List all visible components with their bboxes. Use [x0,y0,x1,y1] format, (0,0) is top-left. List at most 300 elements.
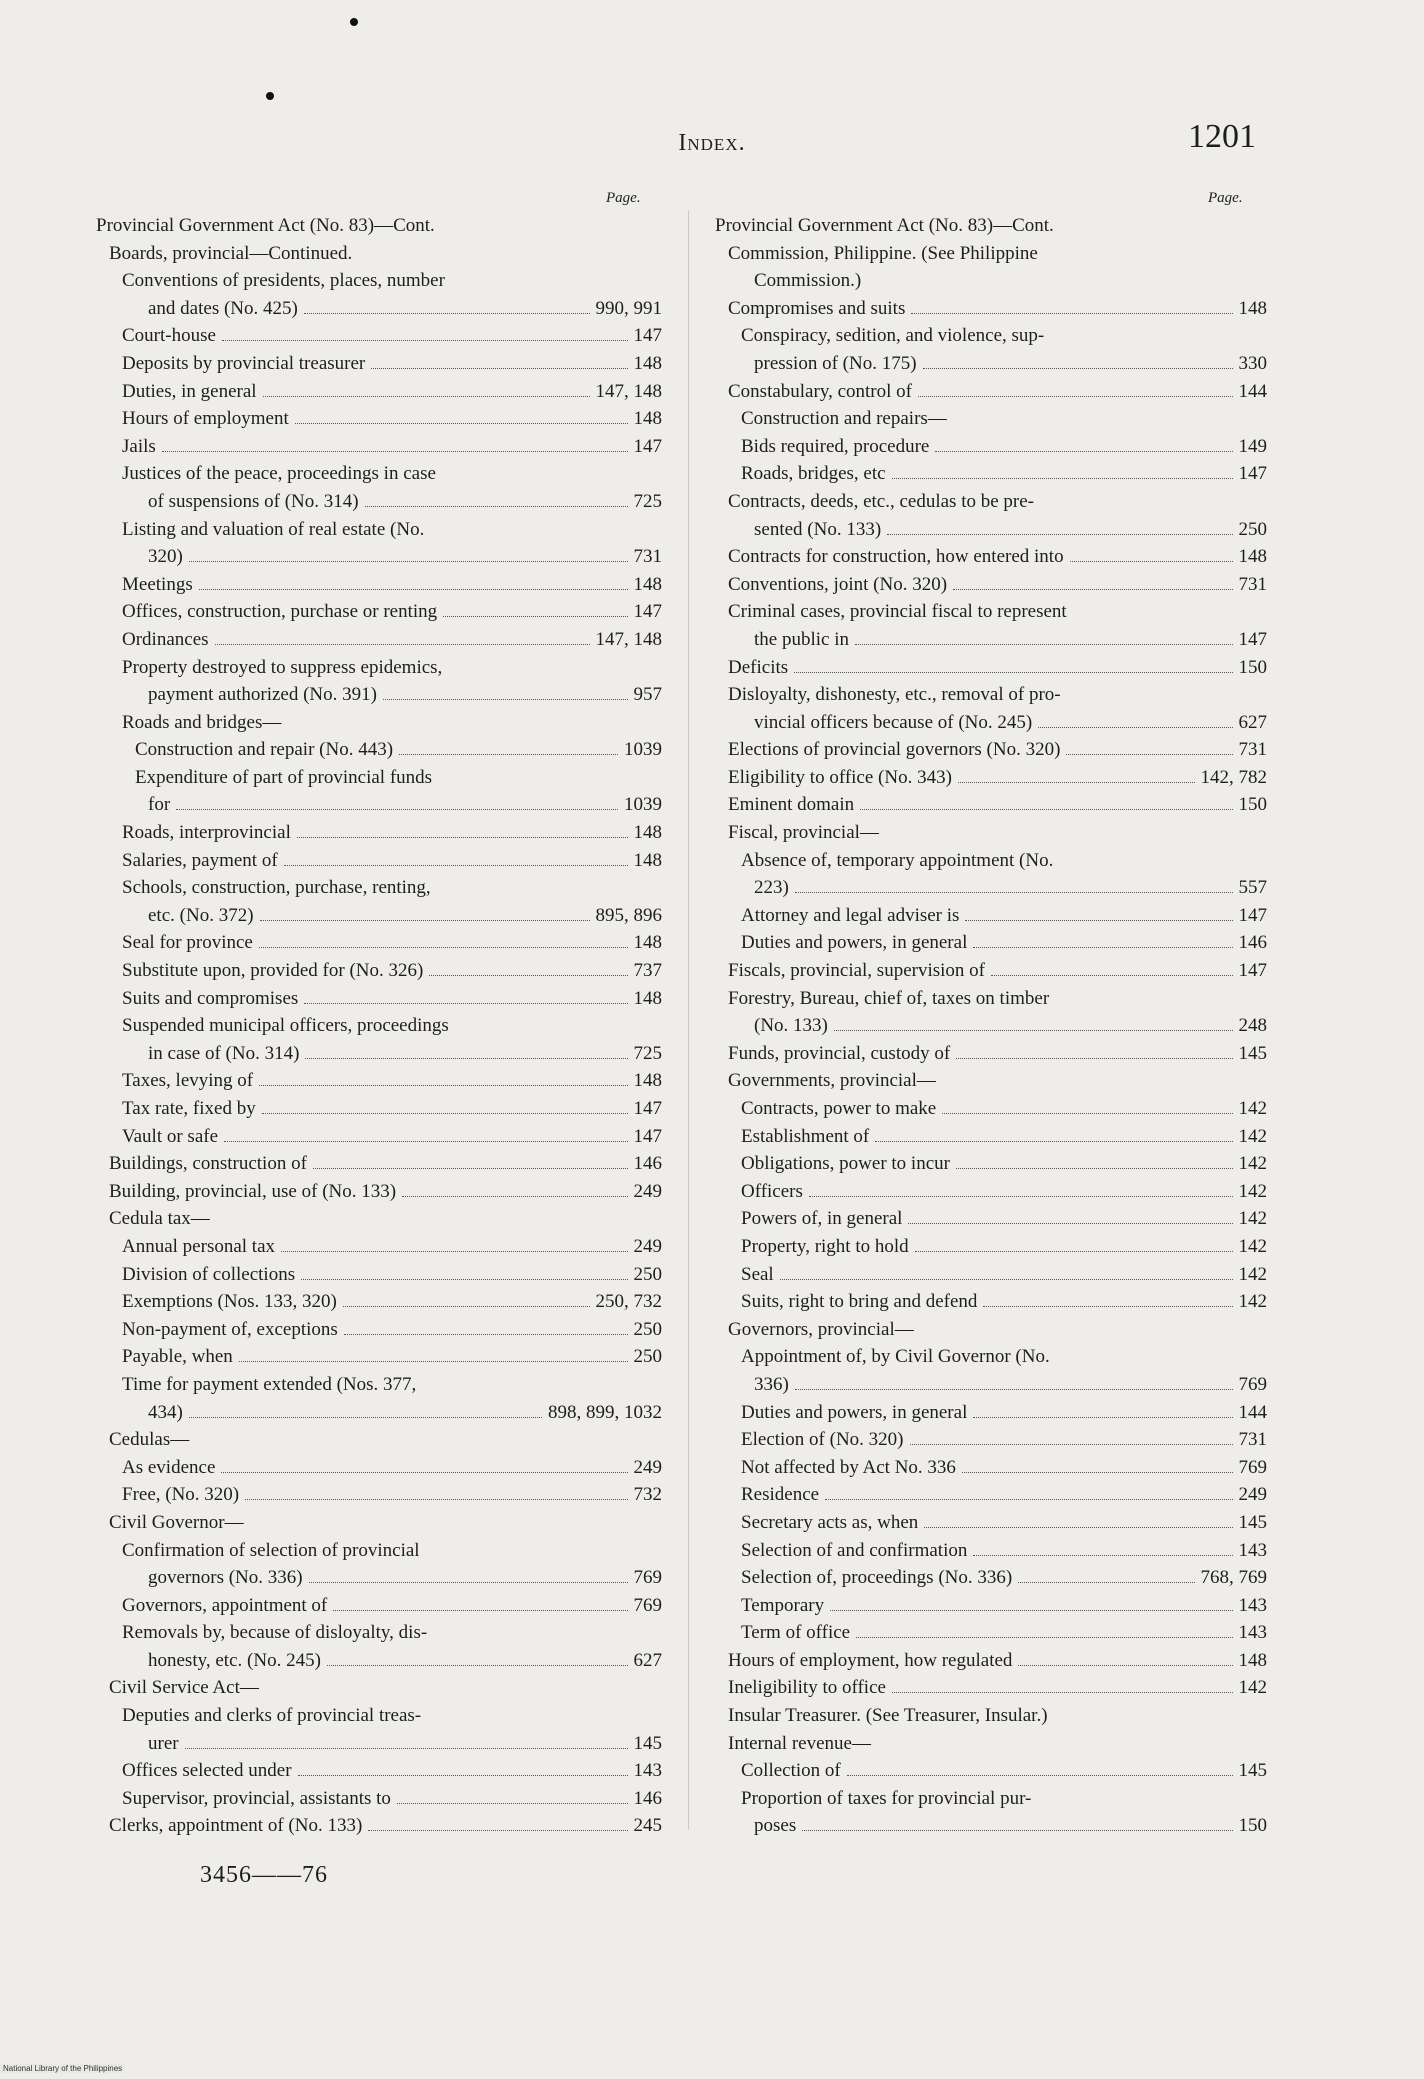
index-entry-page: 142 [1238,1677,1267,1699]
index-entry-text: Substitute upon, provided for (No. 326) [122,960,424,982]
dot-leader [344,1334,628,1335]
index-entry-text: Duties and powers, in general [741,932,968,954]
index-entry-text: Property destroyed to suppress epidemics, [122,656,443,678]
index-entry-page: 148 [633,987,662,1009]
index-entry-text: Seal for province [122,932,253,954]
index-entry-text: Elections of provincial governors (No. 320) [728,739,1061,761]
index-entry-page: 149 [1238,435,1267,457]
index-entry-text: Property, right to hold [741,1235,909,1257]
index-entry-text: Salaries, payment of [122,849,278,871]
index-entry-text: Payable, when [122,1346,233,1368]
index-entry-text: Attorney and legal adviser is [741,904,960,926]
index-entry [715,1205,1267,1233]
index-entry-text: Provincial Government Act (No. 83)—Cont. [96,215,435,236]
dot-leader [222,340,628,341]
index-entry-page: 147 [1238,904,1267,926]
index-entry-page: 249 [633,1456,662,1478]
index-entry [96,488,662,516]
index-entry-text: vincial officers because of (No. 245) [754,711,1033,733]
index-entry [96,791,662,819]
index-entry-text: Absence of, temporary appointment (No. [741,849,1054,871]
dot-leader [809,1196,1233,1197]
index-entry-text: Hours of employment, how regulated [728,1649,1013,1671]
index-entry-page: 769 [1238,1373,1267,1395]
index-entry [96,626,662,654]
dot-leader [892,478,1233,479]
index-entry [715,1067,1267,1095]
index-entry [96,985,662,1013]
index-entry [715,764,1267,792]
index-entry-page: 147 [1238,960,1267,982]
index-entry-text: Eminent domain [728,794,855,816]
dot-leader [973,1417,1232,1418]
index-entry-page: 250 [633,1346,662,1368]
dot-leader [965,920,1232,921]
index-entry-text: Offices, construction, purchase or renting [122,601,438,623]
index-entry-text: Duties, in general [122,380,257,402]
index-entry-text: sented (No. 133) [754,518,882,540]
index-entry [96,433,662,461]
index-entry-text: etc. (No. 372) [148,904,254,926]
dot-leader [953,589,1232,590]
index-entry-text: Vault or safe [122,1125,219,1147]
index-entry [715,543,1267,571]
index-entry-page: 249 [1238,1484,1267,1506]
index-entry-page: 150 [1238,1815,1267,1837]
index-entry-page: 142, 782 [1200,766,1267,788]
index-entry [96,874,662,902]
dot-leader [365,506,628,507]
dot-leader [923,368,1233,369]
index-entry [715,1757,1267,1785]
index-entry [715,1647,1267,1675]
index-entry-page: 148 [1238,546,1267,568]
index-entry-text: Suits, right to bring and defend [741,1291,978,1313]
index-entry-text: Deputies and clerks of provincial treas- [122,1705,422,1727]
index-entry [715,295,1267,323]
index-entry-page: 144 [1238,1401,1267,1423]
index-entry-page: 147 [633,325,662,347]
index-entry [715,929,1267,957]
dot-leader [911,313,1232,314]
index-entry-page: 147, 148 [595,380,662,402]
index-entry-text: Powers of, in general [741,1208,903,1230]
index-entry-text: Establishment of [741,1125,870,1147]
dot-leader [918,396,1233,397]
index-entry-page: 142 [1238,1235,1267,1257]
index-entry-page: 250 [1238,518,1267,540]
index-entry-text: Internal revenue— [728,1732,871,1754]
index-entry-text: Residence [741,1484,820,1506]
index-entry [96,1399,662,1427]
index-entry [96,1757,662,1785]
index-entry [96,1702,662,1730]
index-entry [96,1012,662,1040]
index-entry-page: 725 [633,1042,662,1064]
index-entry-text: Fiscals, provincial, supervision of [728,960,985,982]
dot-leader [875,1141,1232,1142]
index-entry-page: 147 [1238,463,1267,485]
dot-leader [973,947,1232,948]
index-entry-text: honesty, etc. (No. 245) [148,1649,321,1671]
dot-leader [327,1665,628,1666]
dot-leader [924,1527,1232,1528]
index-entry [715,378,1267,406]
index-entry-page: 732 [633,1484,662,1506]
index-entry [96,764,662,792]
index-entry [715,433,1267,461]
dot-leader [780,1279,1233,1280]
index-entry-text: the public in [754,628,849,650]
index-entry-text: Proportion of taxes for provincial pur- [741,1787,1032,1809]
index-entry-page: 898, 899, 1032 [548,1401,662,1423]
index-entry [715,598,1267,626]
index-entry-page: 731 [633,546,662,568]
index-entry-page: 245 [633,1815,662,1837]
index-entry [96,1564,662,1592]
dot-leader [956,1058,1232,1059]
index-entry-page: 731 [1238,573,1267,595]
dot-leader [443,616,627,617]
index-entry-page: 147, 148 [595,628,662,650]
index-entry-page: 250, 732 [595,1291,662,1313]
index-entry-page: 990, 991 [595,297,662,319]
index-entry-text: Disloyalty, dishonesty, etc., removal of pro- [728,684,1061,706]
index-entry-text: Contracts for construction, how entered into [728,546,1064,568]
index-entry-text: Ineligibility to office [728,1677,886,1699]
ink-dot [266,92,274,100]
dot-leader [802,1830,1232,1831]
index-entry-text: Appointment of, by Civil Governor (No. [741,1346,1050,1368]
index-entry [96,736,662,764]
index-entry-page: 147 [633,1125,662,1147]
index-entry [715,654,1267,682]
index-entry [96,1178,662,1206]
index-entry-text: in case of (No. 314) [148,1042,300,1064]
index-entry [715,571,1267,599]
index-entry [96,1123,662,1151]
index-entry [96,1537,662,1565]
dot-leader [221,1472,627,1473]
dot-leader [958,782,1195,783]
right-page-column-label: Page. [1208,190,1243,206]
index-entry-text: Not affected by Act No. 336 [741,1456,956,1478]
dot-leader [343,1306,590,1307]
index-entry [715,957,1267,985]
index-entry-text: Cedulas— [109,1429,190,1451]
dot-leader [189,1417,542,1418]
page-number: 1201 [1188,118,1256,155]
dot-leader [259,1085,627,1086]
index-entry-page: 250 [633,1263,662,1285]
index-entry-text: Division of collections [122,1263,296,1285]
dot-leader [429,975,627,976]
left-page-column-label: Page. [606,190,641,206]
index-entry [96,1812,662,1840]
index-entry [96,929,662,957]
index-entry-text: Duties and powers, in general [741,1401,968,1423]
dot-leader [397,1803,628,1804]
library-watermark: National Library of the Philippines [0,2064,125,2073]
index-entry-page: 895, 896 [595,904,662,926]
dot-leader [313,1168,628,1169]
index-entry [715,626,1267,654]
index-entry-text: Conventions, joint (No. 320) [728,573,948,595]
index-entry-text: Governors, appointment of [122,1594,328,1616]
index-entry-page: 627 [633,1649,662,1671]
index-entry-text: Officers [741,1180,803,1202]
index-entry-text: Schools, construction, purchase, renting, [122,877,431,899]
dot-leader [399,754,618,755]
index-entry [715,460,1267,488]
index-entry [96,212,662,240]
index-entry-page: 1039 [624,739,662,761]
dot-leader [239,1361,628,1362]
index-entry [715,1454,1267,1482]
index-entry-page: 725 [633,490,662,512]
index-entry-text: Meetings [122,573,193,595]
dot-leader [259,947,628,948]
index-entry [96,654,662,682]
index-entry-page: 142 [1238,1180,1267,1202]
index-entry-text: Building, provincial, use of (No. 133) [109,1180,397,1202]
dot-leader [860,809,1232,810]
index-entry-text: Buildings, construction of [109,1153,307,1175]
index-entry [96,460,662,488]
index-entry [715,681,1267,709]
index-entry-page: 145 [1238,1042,1267,1064]
index-entry-text: Civil Service Act— [109,1677,259,1699]
index-entry [715,1150,1267,1178]
dot-leader [402,1196,627,1197]
index-entry-page: 148 [1238,1649,1267,1671]
index-entry [96,1619,662,1647]
dot-leader [856,1637,1232,1638]
index-entry-text: Forestry, Bureau, chief of, taxes on timber [728,987,1050,1009]
index-entry-page: 147 [633,435,662,457]
index-entry [96,1454,662,1482]
dot-leader [887,534,1232,535]
dot-leader [1038,727,1232,728]
index-entry [96,516,662,544]
index-entry-text: Non-payment of, exceptions [122,1318,338,1340]
dot-leader [224,1141,627,1142]
index-entry-text: Suspended municipal officers, proceedings [122,1015,449,1037]
index-entry [96,1674,662,1702]
index-entry [715,1537,1267,1565]
index-entry-page: 146 [633,1787,662,1809]
index-entry-text: governors (No. 336) [148,1567,303,1589]
index-entry [96,957,662,985]
dot-leader [185,1748,628,1749]
index-entry-page: 627 [1238,711,1267,733]
index-entry-text: As evidence [122,1456,216,1478]
dot-leader [262,1113,628,1114]
index-entry-text: Annual personal tax [122,1235,276,1257]
index-entry-text: Construction and repairs— [741,408,947,430]
index-entry-page: 957 [633,684,662,706]
index-entry [715,902,1267,930]
index-entry-text: 434) [148,1401,183,1423]
index-entry-text: Term of office [741,1622,851,1644]
dot-leader [301,1279,627,1280]
index-entry-page: 330 [1238,352,1267,374]
dot-leader [309,1582,628,1583]
dot-leader [371,368,627,369]
index-entry-page: 145 [1238,1760,1267,1782]
index-entry-page: 250 [633,1318,662,1340]
index-entry [96,1343,662,1371]
index-entry-text: Exemptions (Nos. 133, 320) [122,1291,337,1313]
index-entry-text: Roads, interprovincial [122,822,291,844]
dot-leader [162,451,628,452]
index-entry-text: Obligations, power to incur [741,1153,950,1175]
index-entry-page: 768, 769 [1200,1567,1267,1589]
index-entry-page: 143 [1238,1539,1267,1561]
dot-leader [935,451,1232,452]
index-entry-text: Roads, bridges, etc [741,463,886,485]
index-entry-text: Civil Governor— [109,1511,244,1533]
index-entry-text: Taxes, levying of [122,1070,254,1092]
dot-leader [910,1444,1233,1445]
index-entry-text: Ordinances [122,628,209,650]
index-entry [96,847,662,875]
index-entry-page: 142 [1238,1263,1267,1285]
dot-leader [260,920,590,921]
index-entry-page: 148 [633,849,662,871]
index-entry-page: 147 [633,1098,662,1119]
index-entry-page: 148 [1238,297,1267,319]
index-entry-page: 142 [1238,1098,1267,1119]
index-entry-page: 150 [1238,656,1267,678]
index-entry [96,322,662,350]
index-entry [96,1730,662,1758]
index-entry [715,819,1267,847]
index-entry [96,819,662,847]
ink-dot [350,18,358,26]
dot-leader [915,1251,1233,1252]
index-entry-page: 1039 [624,794,662,816]
index-entry-text: Construction and repair (No. 443) [135,739,394,761]
index-entry [715,1592,1267,1620]
index-entry [715,1261,1267,1289]
index-entry [715,1288,1267,1316]
dot-leader [245,1499,627,1500]
index-entry [715,1343,1267,1371]
index-entry-text: Selection of and confirmation [741,1539,968,1561]
index-entry-page: 146 [1238,932,1267,954]
index-entry-text: Contracts, deeds, etc., cedulas to be pre- [728,490,1034,512]
dot-leader [368,1830,627,1831]
index-entry-text: Time for payment extended (Nos. 377, [122,1373,417,1395]
index-entry-text: Collection of [741,1760,841,1782]
index-entry-text: urer [148,1732,179,1754]
index-entry-text: Secretary acts as, when [741,1511,919,1533]
index-entry-page: 145 [1238,1511,1267,1533]
index-entry [715,405,1267,433]
index-entry-text: Provincial Government Act (No. 83)—Cont. [715,215,1054,236]
index-entry [96,405,662,433]
dot-leader [956,1168,1233,1169]
index-entry-text: Seal [741,1263,774,1285]
dot-leader [962,1472,1233,1473]
index-entry-text: Jails [122,435,156,457]
dot-leader [295,423,628,424]
index-entry [96,598,662,626]
index-entry [715,1509,1267,1537]
index-entry-page: 769 [633,1594,662,1616]
index-entry-page: 142 [1238,1208,1267,1230]
index-entry [96,378,662,406]
index-entry-page: 144 [1238,380,1267,402]
index-entry [715,1399,1267,1427]
dot-leader [304,313,590,314]
left-index-column [96,212,662,1840]
dot-leader [834,1030,1233,1031]
index-entry [715,488,1267,516]
dot-leader [847,1775,1233,1776]
index-entry-text: Confirmation of selection of provincial [122,1539,420,1561]
index-entry-text: Clerks, appointment of (No. 133) [109,1815,363,1837]
dot-leader [383,699,628,700]
dot-leader [281,1251,627,1252]
dot-leader [176,809,618,810]
index-entry [96,350,662,378]
index-entry-text: Boards, provincial—Continued. [109,242,353,264]
index-entry-page: 731 [1238,739,1267,761]
index-entry-text: Election of (No. 320) [741,1429,904,1451]
index-entry [96,1592,662,1620]
index-entry-text: Constabulary, control of [728,380,912,402]
index-entry-text: Governors, provincial— [728,1318,914,1340]
index-entry [715,1426,1267,1454]
index-entry [715,1040,1267,1068]
index-entry-text: Cedula tax— [109,1208,210,1230]
dot-leader [855,644,1233,645]
index-entry-page: 142 [1238,1291,1267,1313]
index-entry [96,1040,662,1068]
index-entry-page: 557 [1238,877,1267,899]
index-entry-page: 148 [633,932,662,954]
index-entry [96,1095,662,1123]
index-entry [96,681,662,709]
index-entry-page: 146 [633,1153,662,1175]
index-entry [715,1012,1267,1040]
index-entry [715,1564,1267,1592]
index-entry [96,1316,662,1344]
index-entry-text: Insular Treasurer. (See Treasurer, Insular.) [728,1705,1048,1727]
index-entry-page: 142 [1238,1153,1267,1175]
index-entry [715,874,1267,902]
index-entry [96,1233,662,1261]
index-entry-text: 223) [754,877,789,899]
index-entry [715,1619,1267,1647]
index-entry [715,985,1267,1013]
index-entry [96,1426,662,1454]
index-entry-text: Justices of the peace, proceedings in case [122,463,436,485]
dot-leader [199,589,628,590]
printer-signature: 3456——76 [200,1862,328,1888]
index-entry-page: 147 [1238,628,1267,650]
index-entry [715,350,1267,378]
index-entry-text: Expenditure of part of provincial funds [135,766,433,788]
index-entry [715,736,1267,764]
index-entry-page: 769 [1238,1456,1267,1478]
index-entry [96,240,662,268]
index-entry [715,1123,1267,1151]
dot-leader [189,561,628,562]
index-entry-page: 248 [1238,1015,1267,1037]
